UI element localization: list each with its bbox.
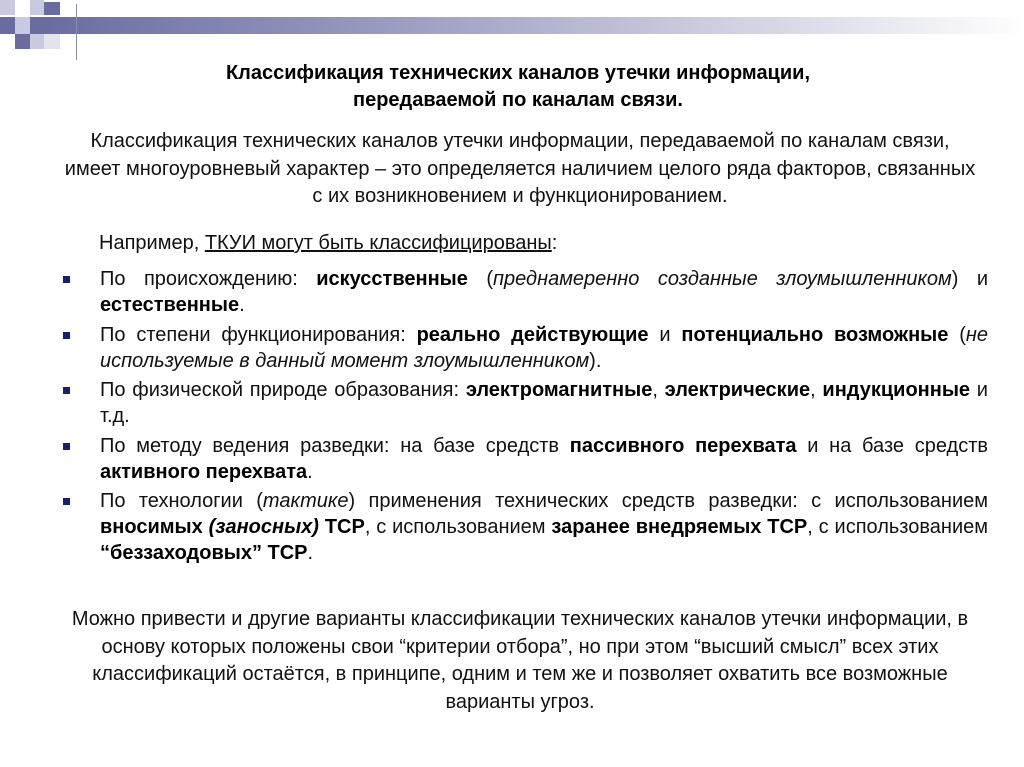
text: ( — [467, 268, 493, 290]
deco-square — [44, 2, 60, 15]
bold-term: заранее внедряемых ТСР — [551, 516, 808, 538]
deco-square — [30, 17, 44, 34]
list-item — [60, 488, 988, 566]
text: и — [648, 323, 682, 346]
slide-decoration — [0, 0, 1024, 60]
deco-square — [0, 17, 15, 34]
bold-term: “беззаходовых” ТСР — [100, 542, 308, 564]
text: ) и — [951, 268, 989, 290]
list-item — [60, 377, 988, 429]
example-line — [99, 230, 557, 257]
list-item — [60, 433, 988, 485]
example-suffix: : — [551, 232, 558, 254]
square-bullet-icon — [63, 387, 70, 394]
classification-list — [60, 266, 988, 570]
bold-term: реально действующие — [416, 323, 649, 346]
bold-term: индукционные — [822, 379, 971, 401]
bold-term: вносимых — [100, 516, 209, 538]
square-bullet-icon — [63, 498, 70, 505]
list-item — [60, 322, 988, 374]
square-bullet-icon — [63, 443, 70, 450]
header-divider — [76, 4, 77, 60]
deco-square — [15, 0, 30, 15]
text: , — [810, 379, 823, 401]
text: , с использованием — [807, 516, 988, 538]
bold-term: электрические — [664, 379, 811, 401]
text: . — [307, 542, 314, 564]
deco-square — [0, 0, 15, 15]
text: и на базе средств — [796, 434, 988, 457]
text: , с использованием — [364, 516, 552, 538]
text: По происхождению: — [100, 268, 317, 290]
bold-term: искусственные — [316, 268, 468, 290]
slide-title — [80, 60, 956, 114]
italic-note: не используемые в данный момент злоумышленником — [100, 323, 989, 372]
bold-term: ТСР — [318, 516, 365, 538]
square-bullet-icon — [63, 332, 70, 339]
header-gradient-bar — [44, 17, 1024, 34]
square-bullet-icon — [63, 276, 70, 283]
slide-title-line: передаваемой по каналам связи. — [353, 89, 683, 111]
text: . — [239, 294, 245, 316]
bold-term: пассивного перехвата — [569, 434, 797, 457]
bold-term: электромагнитные — [465, 379, 653, 401]
text: . — [307, 460, 313, 483]
intro-paragraph: Классификация технических каналов утечки информации, передаваемой по каналам связи, имеет многоуровневый характер – это определяется наличием целого ряда факторов, связанных с их возникновением и функционированием. — [64, 130, 976, 207]
italic-note: преднамеренно созданные злоумышленником — [492, 268, 952, 290]
deco-square — [30, 34, 44, 49]
italic-note: тактике — [262, 490, 349, 512]
text: , — [652, 379, 665, 401]
text: По степени функционирования: — [100, 323, 417, 346]
example-underlined: ТКУИ могут быть классифицированы — [204, 232, 552, 254]
slide-title-line: Классификация технических каналов утечки информации, — [225, 62, 811, 84]
bold-term: естественные — [100, 294, 240, 316]
deco-square — [30, 0, 44, 15]
text: ). — [589, 349, 602, 372]
text: ) применения технических средств разведки: с использованием — [348, 490, 989, 512]
deco-square — [15, 17, 30, 34]
text: По физической природе образования: — [100, 379, 466, 401]
bold-term: потенциально возможные — [681, 323, 949, 346]
closing-paragraph: Можно привести и другие варианты классификации технических каналов утечки информации, в основу которых положены свои “критерии отбора”, но при этом “высший смысл” всех этих классификаций остаётся, в принципе, одним и тем же и позволяет охватить все возможные варианты угроз. — [71, 608, 969, 713]
text: ( — [948, 323, 966, 346]
list-item — [60, 266, 988, 318]
text: и т.д. — [100, 379, 988, 427]
example-prefix: Например, — [99, 232, 205, 254]
bold-italic-term: (заносных) — [208, 516, 319, 538]
deco-square — [44, 34, 60, 49]
deco-square — [15, 34, 30, 49]
text: По технологии ( — [100, 490, 263, 512]
text: По методу ведения разведки: на базе средств — [100, 434, 570, 457]
bold-term: активного перехвата — [100, 460, 308, 483]
